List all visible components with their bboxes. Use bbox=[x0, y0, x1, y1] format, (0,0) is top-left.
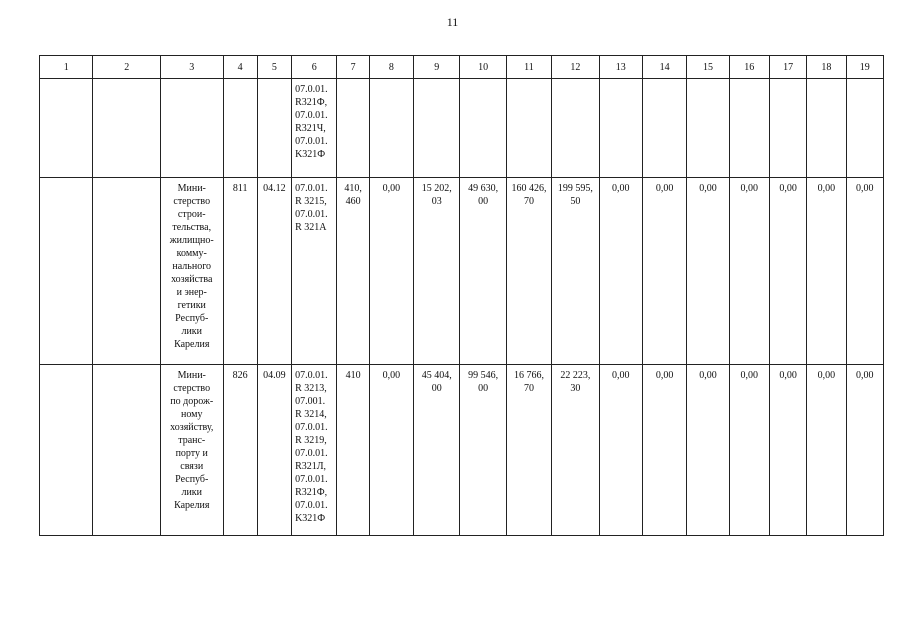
table-cell bbox=[223, 79, 257, 178]
column-header-10: 10 bbox=[460, 56, 506, 79]
table-cell: 826 bbox=[223, 365, 257, 536]
table-cell: 04.12 bbox=[257, 178, 291, 365]
column-header-9: 9 bbox=[414, 56, 460, 79]
table-cell bbox=[414, 79, 460, 178]
table-cell: 0,00 bbox=[807, 178, 846, 365]
table-row bbox=[40, 79, 884, 178]
table-cell bbox=[807, 79, 846, 178]
table-cell: 07.0.01. R321Ф, 07.0.01. R321Ч, 07.0.01. K321Ф bbox=[292, 79, 337, 178]
table-cell: 99 546, 00 bbox=[460, 365, 506, 536]
table-cell: 49 630, 00 bbox=[460, 178, 506, 365]
column-header-3: 3 bbox=[160, 56, 223, 79]
table-cell: 07.0.01. R 3213, 07.001. R 3214, 07.0.01. R 3219, 07.0.01. R321Л, 07.0.01. R321Ф, 07.0.01. K321Ф bbox=[292, 365, 337, 536]
table-cell bbox=[687, 79, 729, 178]
table-cell: 0,00 bbox=[369, 365, 413, 536]
page-number: 11 bbox=[446, 15, 459, 29]
table-cell bbox=[93, 365, 161, 536]
column-header-2: 2 bbox=[93, 56, 161, 79]
table-cell: 16 766, 70 bbox=[506, 365, 551, 536]
table-cell: 0,00 bbox=[687, 178, 729, 365]
table-cell bbox=[769, 79, 806, 178]
table-cell: 0,00 bbox=[687, 365, 729, 536]
table-cell bbox=[40, 365, 93, 536]
table-cell: 04.09 bbox=[257, 365, 291, 536]
table-cell: 410 bbox=[337, 365, 369, 536]
column-header-18: 18 bbox=[807, 56, 846, 79]
table-cell: 0,00 bbox=[369, 178, 413, 365]
table-cell: 811 bbox=[223, 178, 257, 365]
column-header-12: 12 bbox=[552, 56, 599, 79]
table-row bbox=[40, 365, 884, 536]
column-header-17: 17 bbox=[769, 56, 806, 79]
table-cell: 0,00 bbox=[769, 178, 806, 365]
table-cell: Мини- стерство по дорож- ному хозяйству, транс- порту и связи Респуб- лики Карелия bbox=[160, 365, 223, 536]
table-row bbox=[40, 178, 884, 365]
table-cell bbox=[506, 79, 551, 178]
table-cell: Мини- стерство строи- тельства, жилищно- комму- нального хозяйства и энер- гетики Респуб- лики Карелия bbox=[160, 178, 223, 365]
header-row bbox=[40, 56, 884, 79]
table-cell bbox=[160, 79, 223, 178]
table-cell: 0,00 bbox=[769, 365, 806, 536]
column-header-19: 19 bbox=[846, 56, 883, 79]
table-cell: 160 426, 70 bbox=[506, 178, 551, 365]
table-cell: 0,00 bbox=[642, 178, 686, 365]
table-cell: 199 595, 50 bbox=[552, 178, 599, 365]
column-header-6: 6 bbox=[292, 56, 337, 79]
table-cell: 07.0.01. R 3215, 07.0.01. R 321А bbox=[292, 178, 337, 365]
table-cell: 0,00 bbox=[599, 178, 642, 365]
column-header-4: 4 bbox=[223, 56, 257, 79]
column-header-1: 1 bbox=[40, 56, 93, 79]
table-cell bbox=[93, 178, 161, 365]
table-cell bbox=[599, 79, 642, 178]
table-cell bbox=[337, 79, 369, 178]
table-cell bbox=[369, 79, 413, 178]
table-cell bbox=[642, 79, 686, 178]
budget-table bbox=[39, 55, 884, 536]
table-cell: 410, 460 bbox=[337, 178, 369, 365]
table-cell: 45 404, 00 bbox=[414, 365, 460, 536]
table-cell bbox=[460, 79, 506, 178]
table-cell bbox=[729, 79, 769, 178]
table-cell: 0,00 bbox=[729, 178, 769, 365]
table-cell bbox=[257, 79, 291, 178]
table-cell: 0,00 bbox=[729, 365, 769, 536]
column-header-15: 15 bbox=[687, 56, 729, 79]
column-header-5: 5 bbox=[257, 56, 291, 79]
table-cell bbox=[552, 79, 599, 178]
table-cell: 22 223, 30 bbox=[552, 365, 599, 536]
table-cell bbox=[40, 178, 93, 365]
table-cell: 0,00 bbox=[807, 365, 846, 536]
column-header-11: 11 bbox=[506, 56, 551, 79]
table-cell: 0,00 bbox=[599, 365, 642, 536]
column-header-13: 13 bbox=[599, 56, 642, 79]
table-cell bbox=[40, 79, 93, 178]
table-cell: 0,00 bbox=[642, 365, 686, 536]
table-cell: 15 202, 03 bbox=[414, 178, 460, 365]
column-header-14: 14 bbox=[642, 56, 686, 79]
table-cell bbox=[93, 79, 161, 178]
table-cell bbox=[846, 79, 883, 178]
column-header-7: 7 bbox=[337, 56, 369, 79]
table-cell: 0,00 bbox=[846, 178, 883, 365]
column-header-8: 8 bbox=[369, 56, 413, 79]
table-cell: 0,00 bbox=[846, 365, 883, 536]
column-header-16: 16 bbox=[729, 56, 769, 79]
